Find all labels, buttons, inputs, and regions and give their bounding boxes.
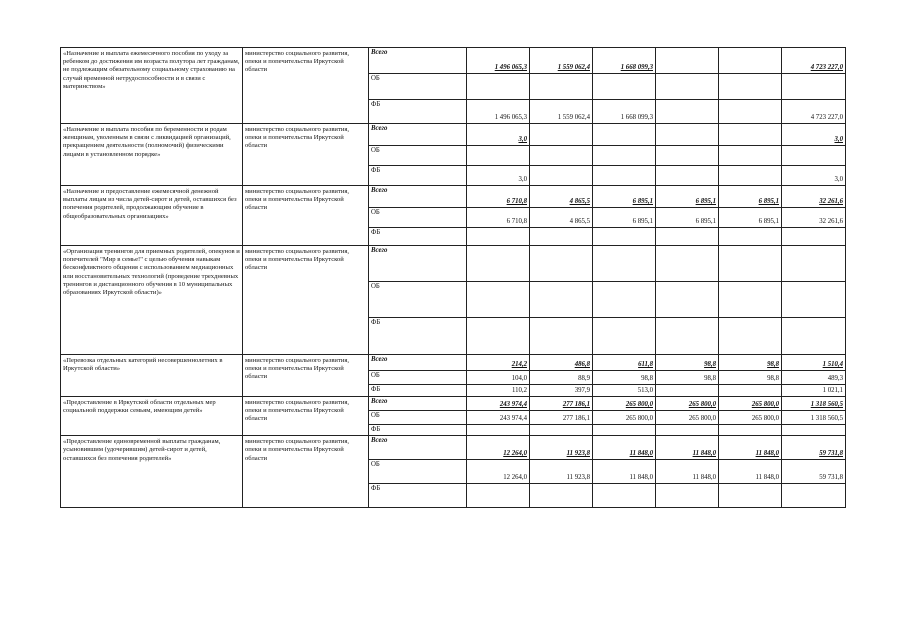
amount-cell <box>719 246 782 282</box>
amount-cell <box>656 246 719 282</box>
amount-cell <box>467 246 530 282</box>
amount-cell: 1 496 065,3 <box>467 48 530 74</box>
amount-cell: 3,0 <box>467 124 530 146</box>
amount-cell: 6 895,1 <box>593 186 656 208</box>
amount-cell <box>593 484 656 508</box>
amount-cell: 265 800,0 <box>656 397 719 411</box>
funding-source-cell: Всего <box>369 355 467 371</box>
amount-cell: 59 731,8 <box>782 436 846 460</box>
funding-source-cell: ОБ <box>369 74 467 100</box>
amount-cell <box>593 246 656 282</box>
amount-cell <box>782 246 846 282</box>
funding-source-cell: Всего <box>369 186 467 208</box>
amount-cell <box>656 425 719 436</box>
amount-cell <box>467 282 530 318</box>
amount-cell: 1 496 065,3 <box>467 100 530 124</box>
funding-source-cell: ФБ <box>369 425 467 436</box>
amount-cell: 1 318 560,5 <box>782 411 846 425</box>
amount-cell: 265 800,0 <box>719 397 782 411</box>
amount-cell: 98,8 <box>656 355 719 371</box>
amount-cell <box>719 74 782 100</box>
amount-cell: 98,8 <box>656 371 719 385</box>
program-name-cell: «Назначение и выплата ежемесячного пособия по уходу за ребенком до достижения им возраста полутора лет гражданам, не подлежащим обязательному социальному страхованию на случай временной нетрудоспособности и в связи с материнством» <box>61 48 243 124</box>
amount-cell: 4 865,5 <box>530 186 593 208</box>
amount-cell <box>782 74 846 100</box>
funding-source-cell: ФБ <box>369 318 467 355</box>
table-row <box>61 397 846 411</box>
amount-cell <box>656 146 719 166</box>
amount-cell: 98,8 <box>593 371 656 385</box>
amount-cell: 6 710,8 <box>467 186 530 208</box>
amount-cell <box>530 228 593 246</box>
program-name-cell: «Предоставление единовременной выплаты гражданам, усыновившим (удочерившим) детей-сирот и детей, оставшихся без попечения родителей» <box>61 436 243 508</box>
amount-cell <box>719 166 782 186</box>
amount-cell: 1 559 062,4 <box>530 100 593 124</box>
table-row <box>61 124 846 146</box>
amount-cell <box>593 282 656 318</box>
amount-cell <box>467 318 530 355</box>
funding-source-cell: ФБ <box>369 484 467 508</box>
amount-cell: 104,0 <box>467 371 530 385</box>
amount-cell: 265 800,0 <box>593 411 656 425</box>
program-name-cell: «Назначение и выплата пособия по беременности и родам женщинам, уволенным в связи с ликвидацией организаций, прекращением деятельности (полномочий) физическими лицами в установленном порядке» <box>61 124 243 186</box>
program-name-cell: «Перевозка отдельных категорий несовершеннолетних в Иркутской области» <box>61 355 243 397</box>
program-name-cell: «Организация тренингов для приемных родителей, опекунов и попечителей "Мир в семье!" с целью обучения навыкам бесконфликтного общения с использованием медиационных или восстановительных технологий (проведение трехдневных тренингов и дистанционного обучения в 10 муниципальных образованиях Иркутской области)» <box>61 246 243 355</box>
amount-cell: 1 559 062,4 <box>530 48 593 74</box>
amount-cell <box>593 318 656 355</box>
funding-source-cell: Всего <box>369 124 467 146</box>
amount-cell: 11 848,0 <box>719 436 782 460</box>
amount-cell: 3,0 <box>467 166 530 186</box>
amount-cell <box>719 484 782 508</box>
responsible-org-cell: министерство социального развития, опеки и попечительства Иркутской области <box>243 246 369 355</box>
amount-cell <box>719 385 782 397</box>
responsible-org-cell: министерство социального развития, опеки и попечительства Иркутской области <box>243 48 369 124</box>
amount-cell: 513,0 <box>593 385 656 397</box>
amount-cell <box>530 146 593 166</box>
amount-cell <box>782 484 846 508</box>
amount-cell: 265 800,0 <box>593 397 656 411</box>
responsible-org-cell: министерство социального развития, опеки и попечительства Иркутской области <box>243 355 369 397</box>
amount-cell: 6 895,1 <box>719 186 782 208</box>
amount-cell <box>782 228 846 246</box>
amount-cell <box>467 484 530 508</box>
amount-cell: 12 264,0 <box>467 460 530 484</box>
amount-cell: 1 021,1 <box>782 385 846 397</box>
amount-cell <box>782 146 846 166</box>
amount-cell: 98,8 <box>719 355 782 371</box>
table-row <box>61 436 846 460</box>
responsible-org-cell: министерство социального развития, опеки и попечительства Иркутской области <box>243 397 369 436</box>
amount-cell: 11 848,0 <box>593 436 656 460</box>
responsible-org-cell: министерство социального развития, опеки и попечительства Иркутской области <box>243 124 369 186</box>
table-row <box>61 246 846 282</box>
budget-table-body <box>61 48 846 508</box>
amount-cell: 12 264,0 <box>467 436 530 460</box>
amount-cell: 6 895,1 <box>719 208 782 228</box>
amount-cell: 4 723 227,0 <box>782 48 846 74</box>
funding-source-cell: Всего <box>369 397 467 411</box>
amount-cell: 98,8 <box>719 371 782 385</box>
amount-cell <box>656 318 719 355</box>
amount-cell <box>656 385 719 397</box>
amount-cell <box>593 166 656 186</box>
program-name-cell: «Назначение и предоставление ежемесячной денежной выплаты лицам из числа детей-сирот и детей, оставшихся без попечения родителей, продолжающим обучение в общеобразовательных организациях» <box>61 186 243 246</box>
amount-cell: 3,0 <box>782 166 846 186</box>
amount-cell: 265 800,0 <box>656 411 719 425</box>
amount-cell: 32 261,6 <box>782 186 846 208</box>
amount-cell <box>656 166 719 186</box>
amount-cell <box>719 228 782 246</box>
table-row <box>61 186 846 208</box>
amount-cell <box>467 74 530 100</box>
amount-cell <box>530 166 593 186</box>
amount-cell: 243 974,4 <box>467 411 530 425</box>
amount-cell <box>530 74 593 100</box>
amount-cell: 611,8 <box>593 355 656 371</box>
budget-table-page <box>60 47 845 513</box>
amount-cell: 110,2 <box>467 385 530 397</box>
amount-cell: 6 895,1 <box>656 186 719 208</box>
amount-cell <box>593 425 656 436</box>
amount-cell <box>530 484 593 508</box>
funding-source-cell: ОБ <box>369 146 467 166</box>
amount-cell <box>719 48 782 74</box>
table-row <box>61 355 846 371</box>
amount-cell: 1 668 099,3 <box>593 48 656 74</box>
amount-cell: 1 668 099,3 <box>593 100 656 124</box>
funding-source-cell: Всего <box>369 246 467 282</box>
amount-cell: 11 848,0 <box>656 460 719 484</box>
amount-cell <box>467 228 530 246</box>
amount-cell: 3,0 <box>782 124 846 146</box>
amount-cell <box>593 228 656 246</box>
amount-cell <box>656 484 719 508</box>
amount-cell: 489,3 <box>782 371 846 385</box>
amount-cell <box>656 282 719 318</box>
amount-cell <box>530 124 593 146</box>
funding-source-cell: ФБ <box>369 385 467 397</box>
amount-cell: 11 848,0 <box>719 460 782 484</box>
responsible-org-cell: министерство социального развития, опеки и попечительства Иркутской области <box>243 436 369 508</box>
amount-cell: 6 895,1 <box>656 208 719 228</box>
amount-cell <box>530 425 593 436</box>
amount-cell <box>530 318 593 355</box>
amount-cell <box>593 124 656 146</box>
amount-cell: 59 731,8 <box>782 460 846 484</box>
amount-cell <box>530 246 593 282</box>
amount-cell <box>719 124 782 146</box>
budget-table <box>60 47 846 508</box>
funding-source-cell: ФБ <box>369 100 467 124</box>
program-name-cell: «Предоставление в Иркутской области отдельных мер социальной поддержки семьям, имеющим детей» <box>61 397 243 436</box>
amount-cell <box>656 48 719 74</box>
responsible-org-cell: министерство социального развития, опеки и попечительства Иркутской области <box>243 186 369 246</box>
amount-cell <box>656 74 719 100</box>
amount-cell <box>467 146 530 166</box>
amount-cell: 397,9 <box>530 385 593 397</box>
amount-cell: 277 186,1 <box>530 397 593 411</box>
amount-cell: 277 186,1 <box>530 411 593 425</box>
amount-cell <box>593 146 656 166</box>
amount-cell <box>530 282 593 318</box>
amount-cell: 486,8 <box>530 355 593 371</box>
funding-source-cell: ОБ <box>369 282 467 318</box>
funding-source-cell: ОБ <box>369 208 467 228</box>
amount-cell <box>719 146 782 166</box>
amount-cell: 1 510,4 <box>782 355 846 371</box>
amount-cell <box>782 425 846 436</box>
amount-cell <box>656 124 719 146</box>
funding-source-cell: ОБ <box>369 371 467 385</box>
amount-cell <box>719 425 782 436</box>
table-row <box>61 48 846 74</box>
amount-cell: 4 865,5 <box>530 208 593 228</box>
amount-cell <box>719 100 782 124</box>
funding-source-cell: Всего <box>369 48 467 74</box>
amount-cell <box>782 318 846 355</box>
amount-cell: 1 318 560,5 <box>782 397 846 411</box>
funding-source-cell: ОБ <box>369 411 467 425</box>
funding-source-cell: ОБ <box>369 460 467 484</box>
amount-cell <box>593 74 656 100</box>
amount-cell: 32 261,6 <box>782 208 846 228</box>
amount-cell: 11 848,0 <box>656 436 719 460</box>
amount-cell: 11 848,0 <box>593 460 656 484</box>
amount-cell: 88,9 <box>530 371 593 385</box>
amount-cell: 11 923,8 <box>530 460 593 484</box>
amount-cell: 265 800,0 <box>719 411 782 425</box>
amount-cell: 11 923,8 <box>530 436 593 460</box>
funding-source-cell: ФБ <box>369 228 467 246</box>
amount-cell <box>656 228 719 246</box>
amount-cell: 4 723 227,0 <box>782 100 846 124</box>
amount-cell: 6 710,8 <box>467 208 530 228</box>
amount-cell <box>467 425 530 436</box>
amount-cell: 243 974,4 <box>467 397 530 411</box>
funding-source-cell: ФБ <box>369 166 467 186</box>
funding-source-cell: Всего <box>369 436 467 460</box>
amount-cell <box>656 100 719 124</box>
amount-cell <box>719 318 782 355</box>
amount-cell <box>719 282 782 318</box>
amount-cell <box>782 282 846 318</box>
amount-cell: 6 895,1 <box>593 208 656 228</box>
amount-cell: 214,2 <box>467 355 530 371</box>
